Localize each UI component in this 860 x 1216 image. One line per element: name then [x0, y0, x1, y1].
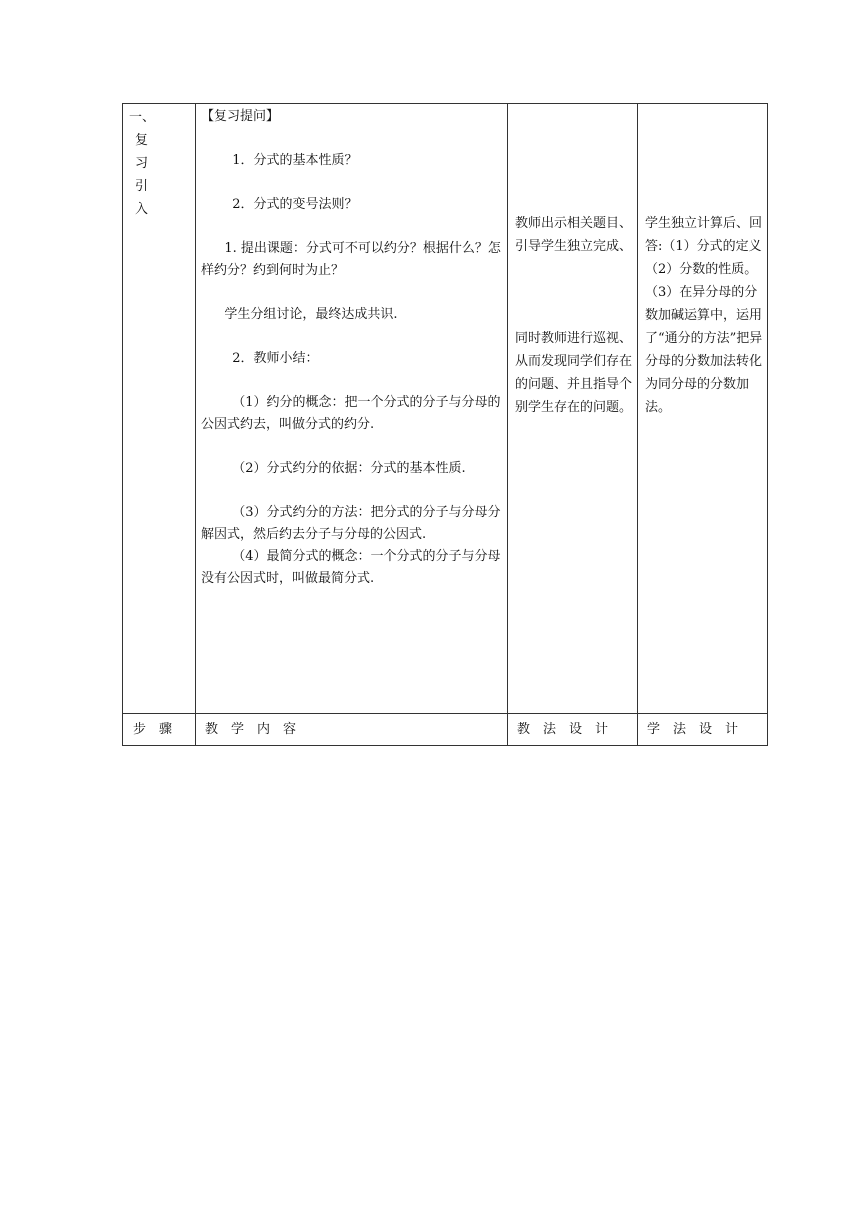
teaching-method-a: 教师出示相关题目、引导学生独立完成、: [515, 216, 633, 254]
paragraph-concept: （1）约分的概念：把一个分式的分子与分母的公因式约去，叫做分式的约分.: [201, 395, 501, 432]
paragraph-topic: 1. 提出课题：分式可不可以约分？根据什么？怎样约分？约到何时为止？: [201, 241, 501, 278]
lesson-plan-table: [122, 103, 768, 746]
step-cell: [129, 106, 189, 221]
step-char: 一、: [129, 110, 156, 125]
paragraph-basis: （2）分式约分的依据：分式的基本性质.: [232, 461, 466, 476]
section-heading: 【复习提问】: [201, 109, 280, 124]
learning-method-text: 学生独立计算后、回答:（1）分式的定义（2）分数的性质。（3）在异分母的分数加碱运算中，运用了“通分的方法”把异分母的分数加法转化为同分母的分数加法。: [645, 216, 763, 415]
step-char: 复: [135, 133, 149, 148]
teaching-method-cell: [515, 212, 633, 419]
paragraph-discussion: 学生分组讨论，最终达成共识.: [224, 307, 398, 322]
question-2: 2．分式的变号法则？: [232, 197, 358, 212]
column-divider: [195, 104, 196, 745]
footer-learning: 学 法 设 计: [647, 722, 739, 737]
teaching-content-cell: [201, 106, 507, 590]
learning-method-cell: [645, 212, 763, 419]
teaching-method-b: 同时教师进行巡视、从而发现同学们存在的问题、并且指导个别学生存在的问题。: [515, 331, 633, 415]
paragraph-simplest: （4）最简分式的概念：一个分式的分子与分母没有公因式时，叫做最简分式.: [201, 549, 501, 586]
step-char: 入: [135, 202, 149, 217]
paragraph-summary-title: 2．教师小结：: [232, 351, 319, 366]
column-divider: [507, 104, 508, 745]
column-divider: [637, 104, 638, 745]
paragraph-method: （3）分式约分的方法：把分式的分子与分母分解因式，然后约去分子与分母的公因式.: [201, 505, 501, 542]
footer-content: 教 学 内 容: [205, 722, 297, 737]
step-char: 习: [135, 156, 149, 171]
step-char: 引: [135, 179, 149, 194]
footer-teaching: 教 法 设 计: [517, 722, 609, 737]
question-1: 1．分式的基本性质？: [232, 153, 358, 168]
footer-step: 步 骤: [133, 722, 173, 737]
